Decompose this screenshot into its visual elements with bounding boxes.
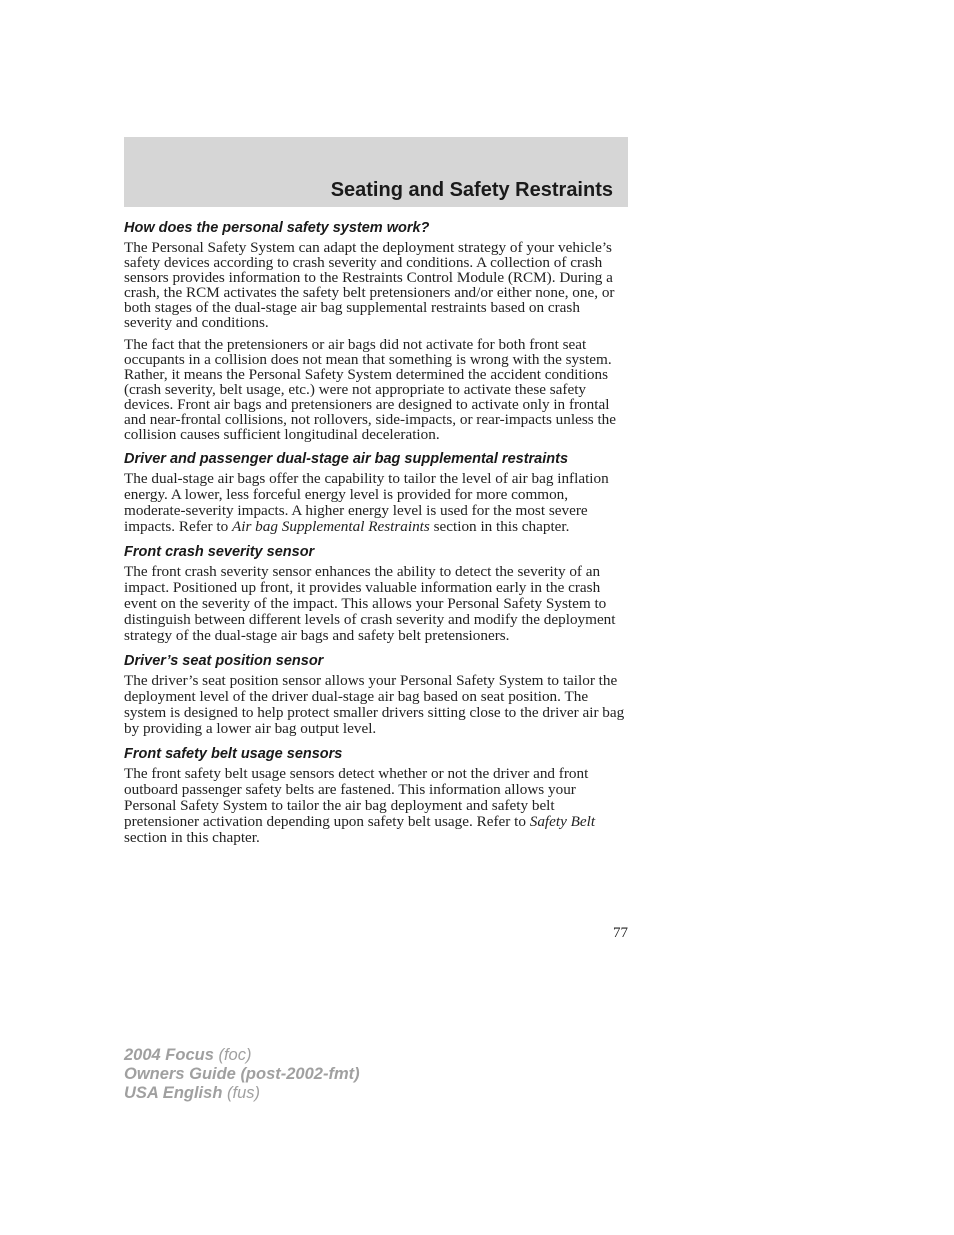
paragraph-personal-safety-2: The fact that the pretensioners or air bags did not activate for both front seat occupants in a collision does not mean that something is wrong with the system. Rather, it means the Personal Safety System determined the accident conditions (crash severity, belt usage, etc.) were not appropriate to activate these safety devices. Front air bags and pretensioners are designed to activate only in frontal and near-frontal collisions, not rollovers, side-impacts, or rear-impacts unless the collision causes sufficient longitudinal deceleration.	[124, 336, 616, 443]
header-band	[124, 137, 628, 207]
text-run: The front safety belt usage sensors detect whether or not the driver and front outboard passenger safety belts are fastened. This information allows your Personal Safety System to tailor the air bag deployment and safety belt pretensioner activation depending upon safety belt usage. Refer to	[124, 765, 589, 830]
paragraph-personal-safety-1: The Personal Safety System can adapt the deployment strategy of your vehicle’s safety devices according to crash severity and conditions. A collection of crash sensors provides information to the Restraints Control Module (RCM). During a crash, the RCM activates the safety belt pretensioners and/or either none, one, or both stages of the dual-stage air bag supplemental restraints based on crash severity and conditions.	[124, 239, 615, 331]
text-run: The dual-stage air bags offer the capability to tailor the level of air bag inflation energy. A lower, less forceful energy level is provided for more common, moderate-severity impacts. A higher energy level is used for the most severe impacts. Refer to	[124, 470, 609, 535]
paragraph-front-crash-sensor: The front crash severity sensor enhances the ability to detect the severity of an impact. Positioned up front, it provides valuable information early in the crash event on the severity of the impact. This allows your Personal Safety System to distinguish between different levels of crash severity and modify the deployment strategy of the dual-stage air bags and safety belt pretensioners.	[124, 563, 616, 644]
cross-reference-safety-belt: Safety Belt	[529, 813, 596, 830]
footer-model: 2004 Focus	[124, 1046, 214, 1064]
text-run: section in this chapter.	[124, 829, 260, 846]
section-heading-dual-stage-air-bag: Driver and passenger dual-stage air bag supplemental restraints	[124, 451, 569, 467]
cross-reference-air-bag: Air bag Supplemental Restraints	[231, 518, 430, 535]
footer-guide: Owners Guide (post-2002-fmt)	[124, 1065, 360, 1083]
paragraph-seat-position-sensor: The driver’s seat position sensor allows your Personal Safety System to tailor the deployment level of the driver dual-stage air bag based on seat position. The system is designed to help protect smaller drivers sitting close to the driver air bag by providing a lower air bag output level.	[124, 672, 625, 737]
chapter-title: Seating and Safety Restraints	[330, 179, 613, 201]
footer-line-model	[124, 1046, 360, 1065]
footer-language: USA English	[124, 1084, 223, 1102]
page-number: 77	[613, 925, 628, 941]
paragraph-belt-usage-sensors	[124, 766, 629, 846]
section-heading-belt-usage-sensors: Front safety belt usage sensors	[124, 746, 343, 762]
footer-line-guide	[124, 1065, 360, 1084]
document-footer	[124, 1046, 360, 1103]
footer-language-code: (fus)	[222, 1084, 260, 1102]
footer-model-code: (foc)	[213, 1046, 252, 1064]
footer-line-language	[124, 1084, 360, 1103]
section-heading-seat-position-sensor: Driver’s seat position sensor	[124, 653, 324, 669]
section-heading-front-crash-sensor: Front crash severity sensor	[124, 544, 315, 560]
paragraph-dual-stage-air-bag	[124, 471, 629, 535]
section-heading-personal-safety-system: How does the personal safety system work?	[124, 220, 430, 236]
text-run: section in this chapter.	[429, 518, 570, 535]
page-content	[124, 220, 629, 853]
